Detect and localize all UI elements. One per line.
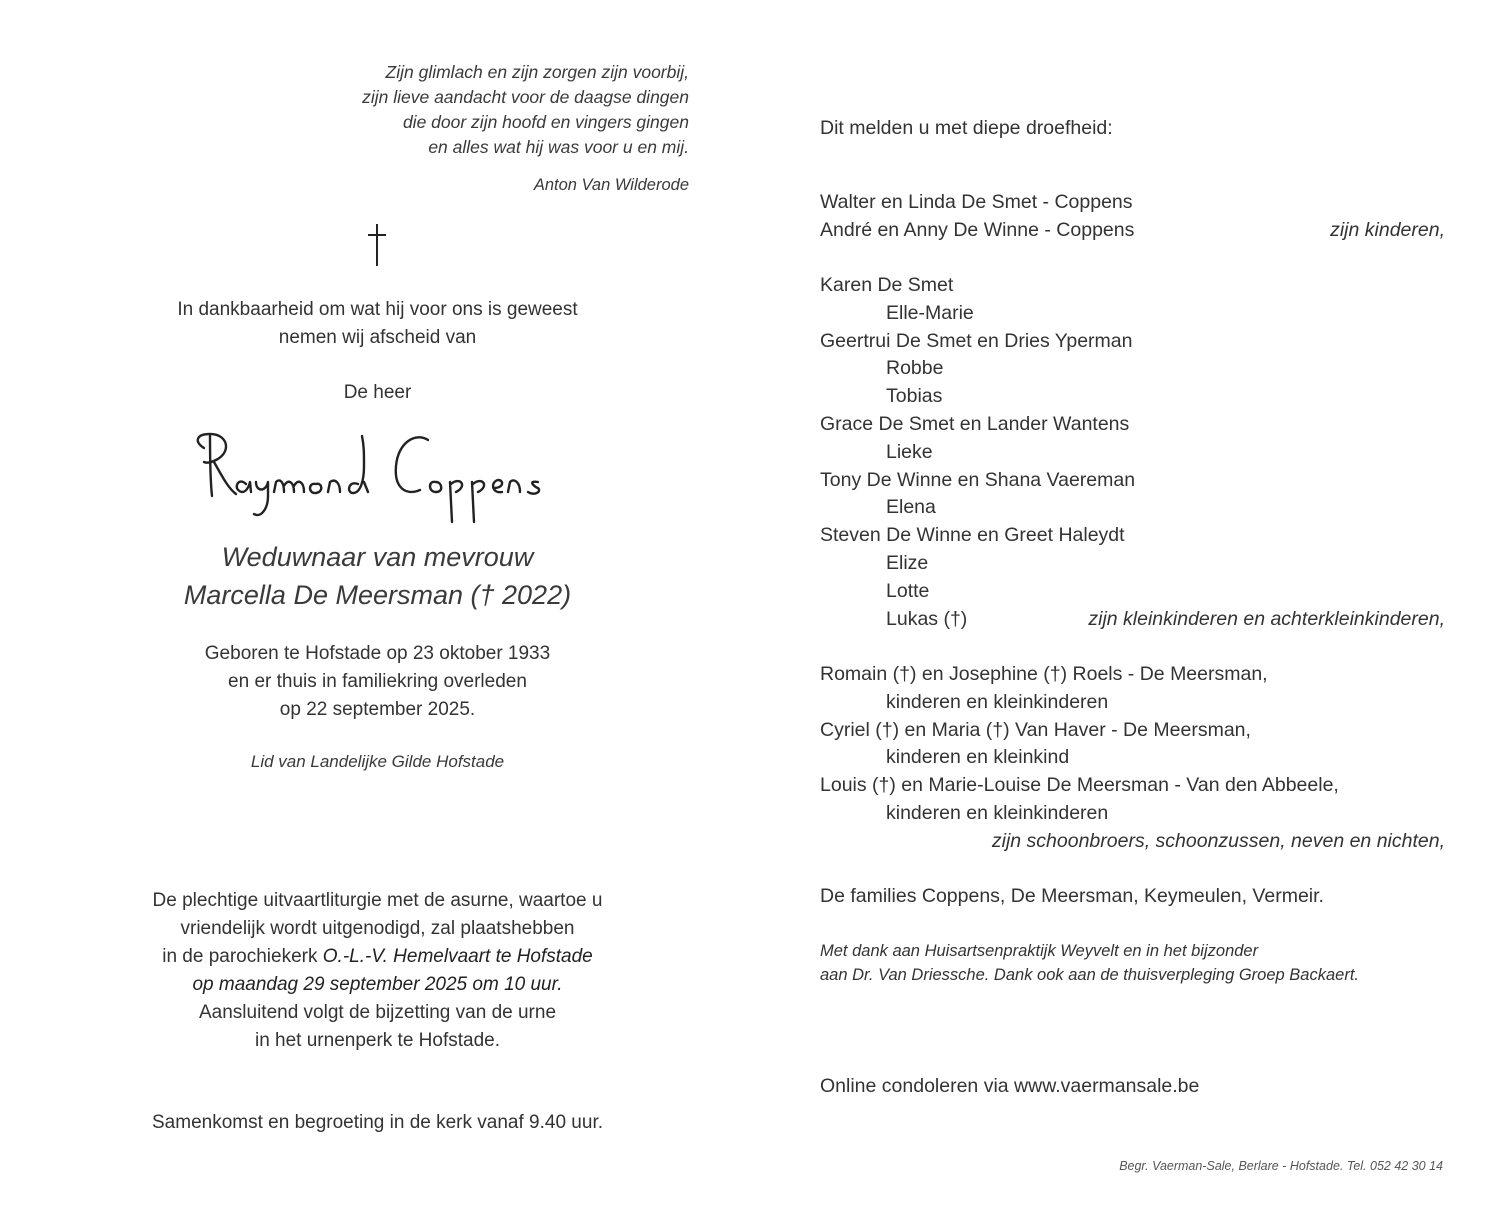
- widower-line: Weduwnaar van mevrouw: [221, 542, 534, 572]
- funeral-text: [0, 887, 755, 1055]
- great-grandchild-line: Lukas (†): [886, 608, 968, 630]
- salutation: De heer: [343, 382, 412, 403]
- membership: Lid van Landelijke Gilde Hofstade: [250, 752, 505, 771]
- great-grandchild-line: Elize: [886, 552, 929, 574]
- death-date-line: op 22 september 2025.: [279, 699, 476, 720]
- birth-line: Geboren te Hofstade op 23 oktober 1933: [204, 643, 551, 664]
- poem-line: Zijn glimlach en zijn zorgen zijn voorbij,: [385, 62, 689, 82]
- in-law-line: Romain (†) en Josephine (†) Roels - De Meersman,: [820, 663, 1268, 685]
- in-law-family-line: kinderen en kleinkinderen: [886, 802, 1109, 824]
- widower-line: Marcella De Meersman († 2022): [183, 580, 572, 610]
- church-name: O.-L.-V. Hemelvaart te Hofstade: [322, 946, 593, 967]
- funeral-line-prefix: in de parochiekerk: [162, 946, 323, 967]
- online-condolence-link[interactable]: Online condoleren via www.vaermansale.be: [820, 1075, 1200, 1097]
- in-law-family-line: kinderen en kleinkind: [886, 746, 1070, 768]
- in-law-family-line: kinderen en kleinkinderen: [886, 691, 1109, 713]
- poem-line: zijn lieve aandacht voor de daagse dingen: [362, 87, 689, 107]
- grandchild-line: Grace De Smet en Lander Wantens: [820, 413, 1130, 435]
- great-grandchild-line: Robbe: [886, 357, 944, 379]
- gathering-text: Samenkomst en begroeting in de kerk vanaf 9.40 uur.: [152, 1112, 603, 1133]
- great-grandchild-line: Lieke: [886, 441, 933, 463]
- right-intro: Dit melden u met diepe droefheid:: [820, 117, 1113, 139]
- grandchild-line: Geertrui De Smet en Dries Yperman: [820, 330, 1133, 352]
- poem-author: Anton Van Wilderode: [533, 176, 689, 194]
- in-law-line: Cyriel (†) en Maria (†) Van Haver - De Meersman,: [820, 719, 1251, 741]
- funeral-home-footer: Begr. Vaerman-Sale, Berlare - Hofstade. Tel. 052 42 30 14: [1119, 1159, 1443, 1173]
- great-grandchild-line: Elle-Marie: [886, 302, 974, 324]
- funeral-line: De plechtige uitvaartliturgie met de asurne, waartoe u: [152, 890, 603, 911]
- funeral-line: Aansluitend volgt de bijzetting van de urne: [198, 1002, 557, 1023]
- poem-line: en alles wat hij was voor u en mij.: [428, 137, 689, 157]
- grandchild-line: Tony De Winne en Shana Vaereman: [820, 469, 1136, 491]
- birth-death-text: [0, 640, 755, 724]
- poem-line: die door zijn hoofd en vingers gingen: [402, 112, 689, 132]
- thanks-line: Met dank aan Huisartsenpraktijk Weyvelt en in het bijzonder: [820, 942, 1259, 960]
- thanks-line: aan Dr. Van Driessche. Dank ook aan de thuisverpleging Groep Backaert.: [820, 966, 1359, 984]
- widower-text: [0, 538, 755, 614]
- great-grandchild-line: Tobias: [886, 385, 943, 407]
- intro-line: nemen wij afscheid van: [278, 327, 477, 348]
- in-laws-label: zijn schoonbroers, schoonzussen, neven en nichten,: [991, 830, 1445, 852]
- grandchild-line: Karen De Smet: [820, 274, 954, 296]
- in-law-line: Louis (†) en Marie-Louise De Meersman - Van den Abbeele,: [820, 774, 1339, 796]
- poem: [362, 60, 689, 160]
- great-grandchild-line: Lotte: [886, 580, 930, 602]
- funeral-line: in het urnenperk te Hofstade.: [254, 1030, 501, 1051]
- cross-icon: [362, 222, 392, 268]
- child-line: André en Anny De Winne - Coppens: [820, 219, 1135, 241]
- death-line: en er thuis in familiekring overleden: [228, 671, 527, 692]
- funeral-line: vriendelijk wordt uitgenodigd, zal plaatshebben: [180, 918, 575, 939]
- intro-line: In dankbaarheid om wat hij voor ons is geweest: [177, 299, 578, 320]
- child-line: Walter en Linda De Smet - Coppens: [820, 191, 1133, 213]
- intro-text: [0, 296, 755, 352]
- great-grandchild-line: Elena: [886, 496, 936, 518]
- funeral-line: [0, 943, 755, 971]
- children-label: zijn kinderen,: [1330, 219, 1445, 241]
- funeral-date: op maandag 29 september 2025 om 10 uur.: [192, 974, 563, 995]
- families-line: De families Coppens, De Meersman, Keymeulen, Vermeir.: [820, 885, 1324, 907]
- grandchild-line: Steven De Winne en Greet Haleydt: [820, 524, 1125, 546]
- right-column: [820, 0, 1445, 1214]
- grandchildren-label: zijn kleinkinderen en achterkleinkinderen,: [1088, 608, 1445, 630]
- deceased-name-signature: [188, 426, 568, 526]
